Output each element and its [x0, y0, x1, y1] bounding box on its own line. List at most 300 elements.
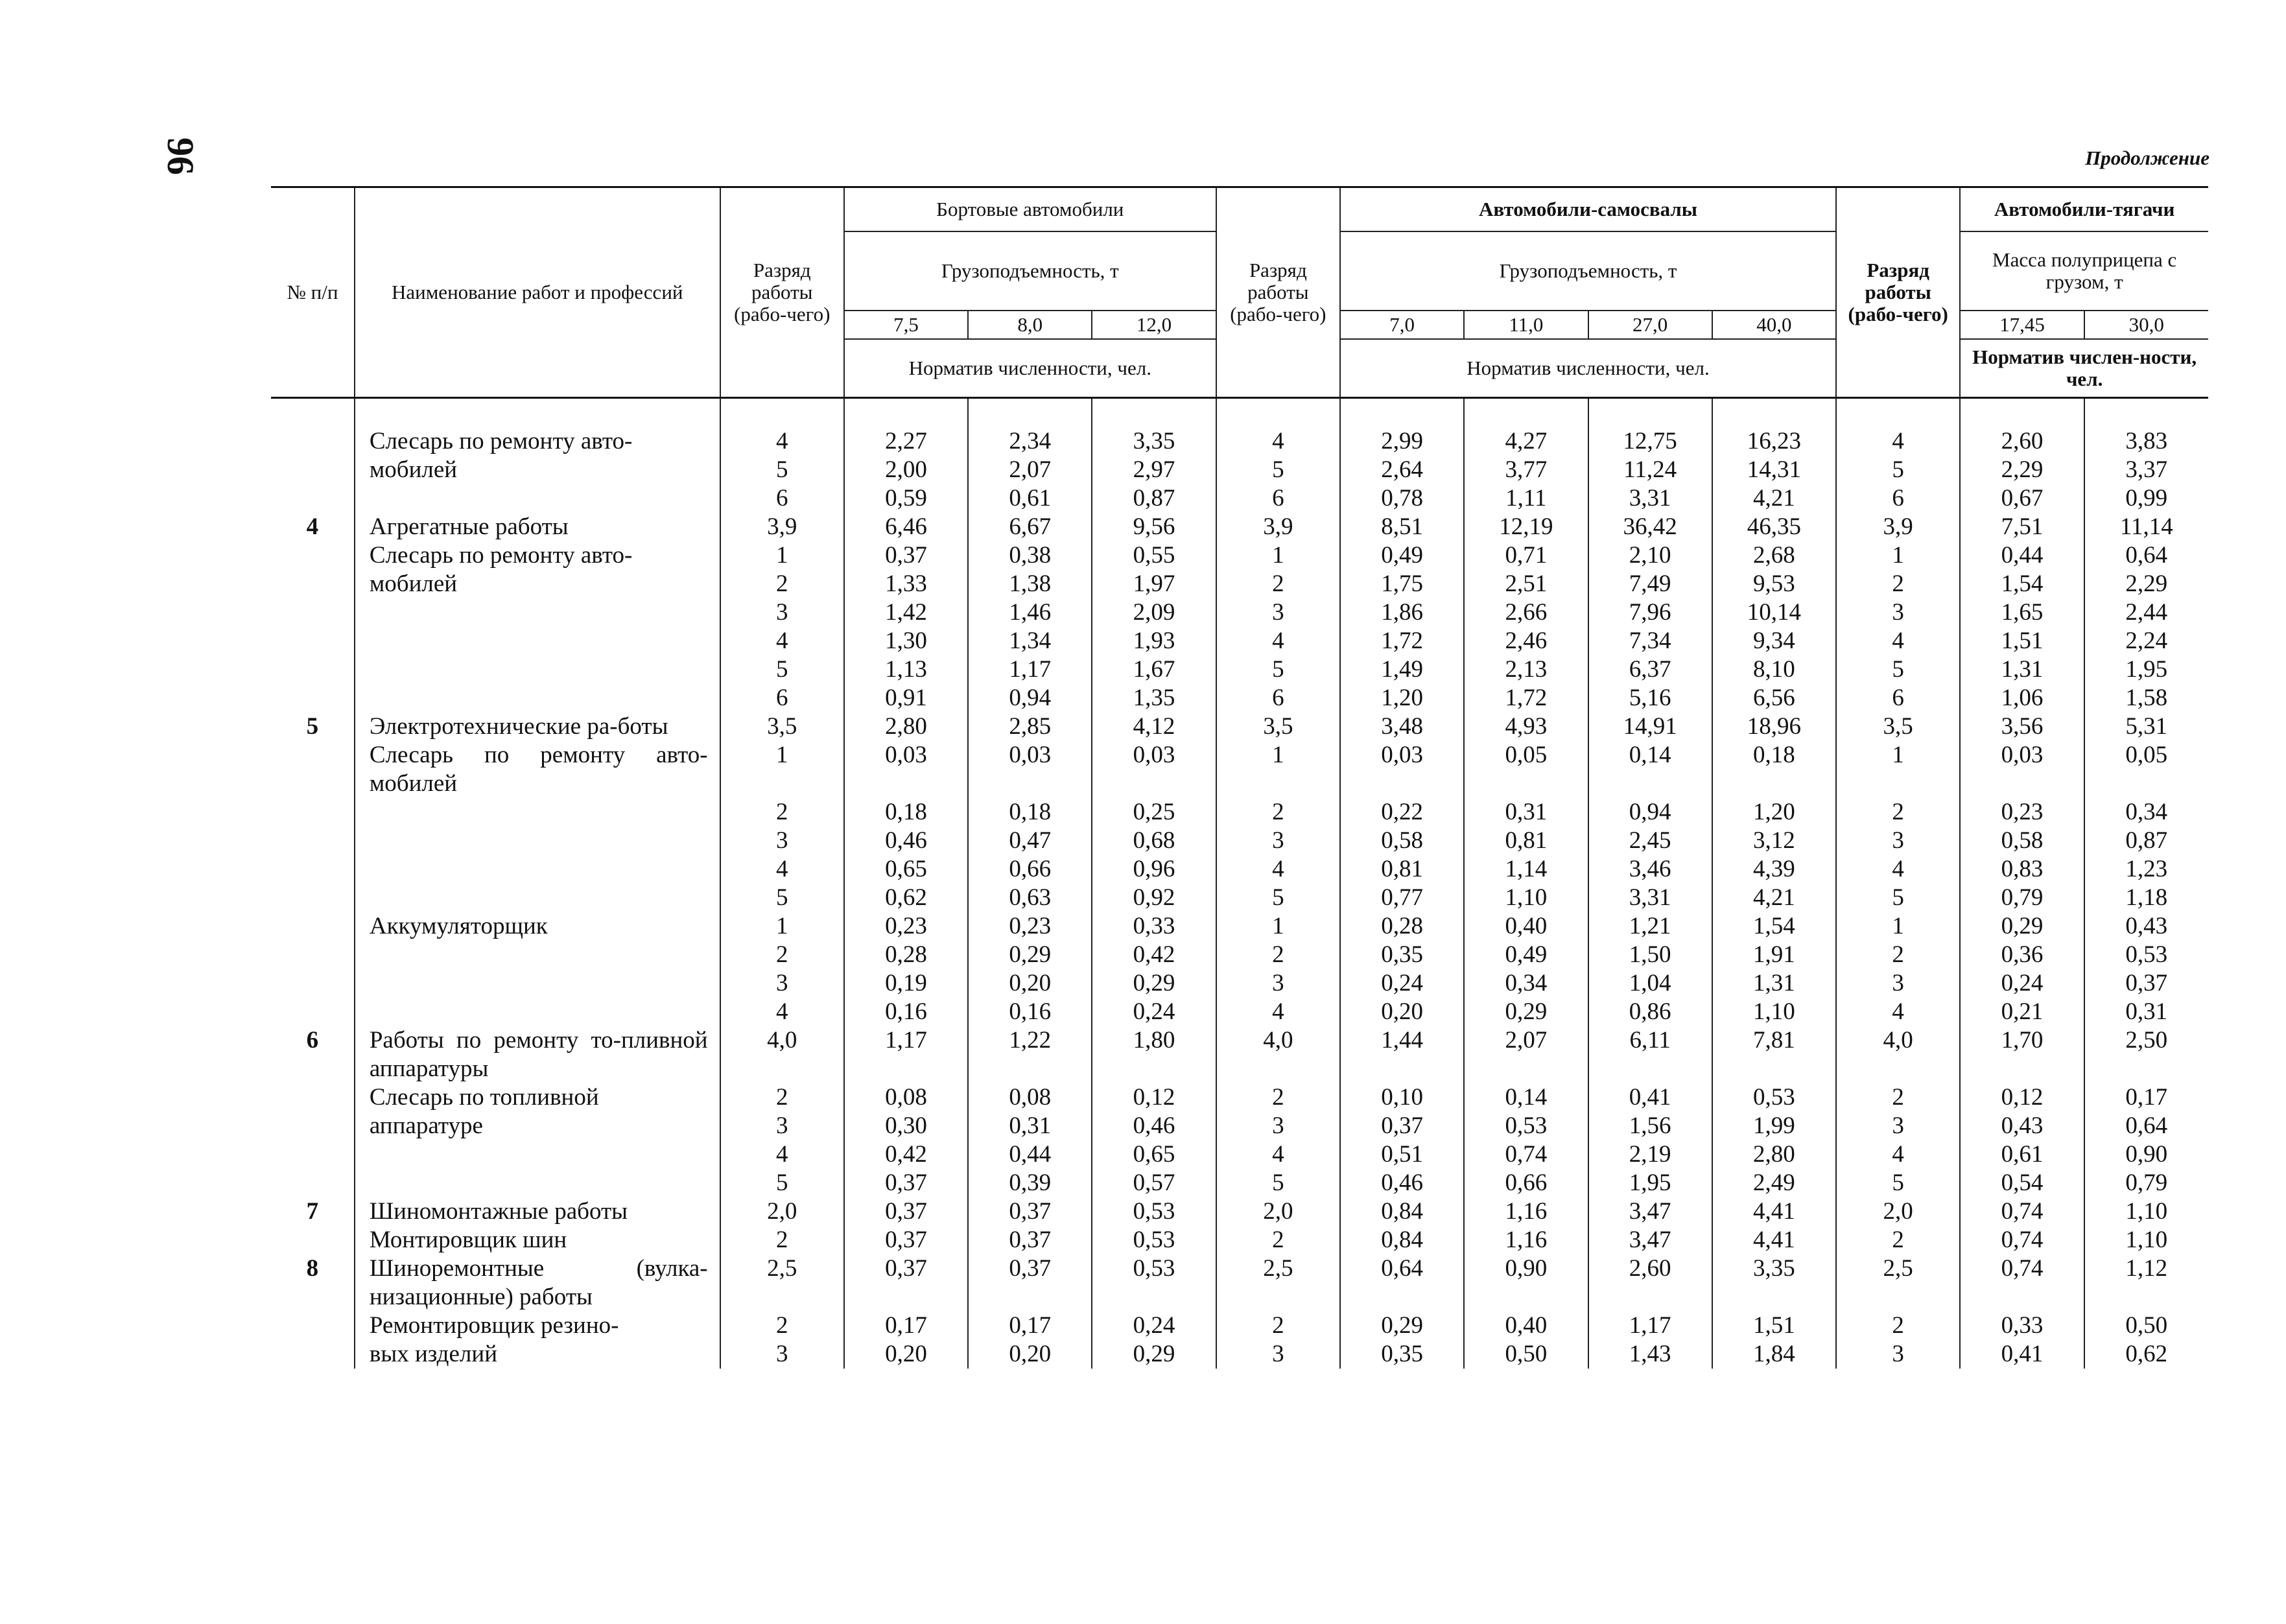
row-number — [271, 655, 355, 684]
row-grade: 4 — [720, 398, 844, 456]
row-value: 14,91 — [1588, 712, 1712, 741]
row-grade: 4 — [720, 855, 844, 884]
row-value: 0,41 — [1960, 1340, 2084, 1369]
row-value: 0,12 — [1092, 1083, 1216, 1112]
row-grade: 4 — [1216, 855, 1340, 884]
row-value: 0,84 — [1340, 1226, 1464, 1254]
row-value: 0,22 — [1340, 798, 1464, 827]
table-row — [271, 741, 2208, 798]
row-name: мобилей — [355, 570, 720, 598]
row-value: 2,51 — [1464, 570, 1588, 598]
table-row — [271, 798, 2208, 827]
row-value: 1,99 — [1712, 1112, 1836, 1140]
row-name: Электротехнические ра-боты — [355, 712, 720, 741]
row-value: 12,19 — [1464, 513, 1588, 541]
row-grade: 3,9 — [720, 513, 844, 541]
table-row — [271, 598, 2208, 627]
row-value: 1,10 — [2084, 1226, 2208, 1254]
row-value: 0,74 — [1960, 1197, 2084, 1226]
row-value: 0,24 — [1092, 998, 1216, 1026]
header-grade-3: Разряд работы (рабо-чего) — [1836, 187, 1960, 398]
row-value: 0,71 — [1464, 541, 1588, 570]
row-value: 2,27 — [844, 398, 968, 456]
row-value: 1,44 — [1340, 1026, 1464, 1083]
row-value: 0,23 — [1960, 798, 2084, 827]
row-value: 0,59 — [844, 484, 968, 513]
row-grade: 2 — [1836, 570, 1960, 598]
row-value: 0,81 — [1464, 827, 1588, 855]
row-grade: 3 — [720, 1340, 844, 1369]
table-row — [271, 484, 2208, 513]
row-value: 18,96 — [1712, 712, 1836, 741]
row-value: 0,78 — [1340, 484, 1464, 513]
row-value: 0,03 — [1340, 741, 1464, 798]
row-value: 0,53 — [1712, 1083, 1836, 1112]
row-value: 0,03 — [968, 741, 1092, 798]
row-value: 1,67 — [1092, 655, 1216, 684]
row-number — [271, 1112, 355, 1140]
row-value: 0,49 — [1464, 941, 1588, 969]
row-number — [271, 398, 355, 456]
header-group-dump: Автомобили-самосвалы — [1340, 187, 1836, 232]
continued-label: Продолжение — [2085, 147, 2209, 169]
row-value: 0,29 — [1092, 1340, 1216, 1369]
row-value: 2,29 — [2084, 570, 2208, 598]
row-value: 1,51 — [1960, 627, 2084, 655]
row-number: 8 — [271, 1254, 355, 1312]
header-value: 8,0 — [968, 311, 1092, 339]
row-value: 0,29 — [968, 941, 1092, 969]
row-grade: 2,0 — [720, 1197, 844, 1226]
row-value: 1,75 — [1340, 570, 1464, 598]
row-value: 0,91 — [844, 684, 968, 712]
row-value: 0,29 — [1340, 1312, 1464, 1340]
row-value: 0,29 — [1960, 912, 2084, 941]
row-value: 0,20 — [968, 1340, 1092, 1369]
row-value: 1,20 — [1340, 684, 1464, 712]
row-value: 0,37 — [844, 1254, 968, 1312]
row-value: 9,56 — [1092, 513, 1216, 541]
row-value: 2,29 — [1960, 456, 2084, 484]
row-value: 1,18 — [2084, 884, 2208, 912]
row-value: 0,03 — [1092, 741, 1216, 798]
row-value: 0,16 — [844, 998, 968, 1026]
row-value: 1,97 — [1092, 570, 1216, 598]
row-value: 1,21 — [1588, 912, 1712, 941]
row-value: 0,18 — [968, 798, 1092, 827]
table-row — [271, 1083, 2208, 1112]
row-grade: 3 — [1216, 1340, 1340, 1369]
row-value: 1,38 — [968, 570, 1092, 598]
row-value: 3,46 — [1588, 855, 1712, 884]
row-value: 0,58 — [1960, 827, 2084, 855]
row-number — [271, 598, 355, 627]
row-value: 1,49 — [1340, 655, 1464, 684]
row-value: 0,10 — [1340, 1083, 1464, 1112]
row-value: 0,17 — [968, 1312, 1092, 1340]
table-row — [271, 541, 2208, 570]
row-grade: 2 — [720, 941, 844, 969]
row-number — [271, 827, 355, 855]
row-value: 3,47 — [1588, 1197, 1712, 1226]
row-name — [355, 855, 720, 884]
row-name: вых изделий — [355, 1340, 720, 1369]
row-value: 1,86 — [1340, 598, 1464, 627]
row-value: 6,37 — [1588, 655, 1712, 684]
row-value: 0,31 — [2084, 998, 2208, 1026]
row-number: 4 — [271, 513, 355, 541]
row-grade: 3 — [1216, 598, 1340, 627]
table-row — [271, 1226, 2208, 1254]
row-grade: 2,5 — [720, 1254, 844, 1312]
table-row — [271, 398, 2208, 456]
row-grade: 1 — [1216, 741, 1340, 798]
row-value: 0,74 — [1464, 1140, 1588, 1169]
row-grade: 2 — [1836, 798, 1960, 827]
row-value: 0,64 — [1340, 1254, 1464, 1312]
row-value: 2,97 — [1092, 456, 1216, 484]
row-value: 2,46 — [1464, 627, 1588, 655]
row-value: 0,24 — [1340, 969, 1464, 998]
row-grade: 6 — [720, 684, 844, 712]
table-row — [271, 884, 2208, 912]
row-number: 6 — [271, 1026, 355, 1083]
row-value: 6,67 — [968, 513, 1092, 541]
row-value: 1,91 — [1712, 941, 1836, 969]
row-value: 1,33 — [844, 570, 968, 598]
row-value: 4,21 — [1712, 484, 1836, 513]
row-value: 11,14 — [2084, 513, 2208, 541]
row-value: 3,77 — [1464, 456, 1588, 484]
row-grade: 5 — [1836, 884, 1960, 912]
staffing-norms-table — [271, 186, 2208, 1369]
row-value: 0,20 — [968, 969, 1092, 998]
table-row — [271, 1254, 2208, 1312]
row-value: 0,37 — [968, 1254, 1092, 1312]
row-value: 2,80 — [1712, 1140, 1836, 1169]
row-value: 1,17 — [968, 655, 1092, 684]
header-norm-flatbed: Норматив численности, чел. — [844, 339, 1216, 398]
row-grade: 3 — [720, 827, 844, 855]
row-grade: 4 — [1836, 627, 1960, 655]
row-name — [355, 884, 720, 912]
row-value: 2,00 — [844, 456, 968, 484]
table-row — [271, 456, 2208, 484]
row-name — [355, 598, 720, 627]
row-value: 0,28 — [1340, 912, 1464, 941]
row-value: 1,23 — [2084, 855, 2208, 884]
row-grade: 2 — [720, 1226, 844, 1254]
row-value: 0,77 — [1340, 884, 1464, 912]
row-value: 0,92 — [1092, 884, 1216, 912]
row-value: 2,13 — [1464, 655, 1588, 684]
row-value: 0,37 — [844, 1169, 968, 1197]
row-grade: 4 — [1216, 998, 1340, 1026]
row-grade: 1 — [1836, 541, 1960, 570]
row-value: 1,31 — [1960, 655, 2084, 684]
row-value: 1,20 — [1712, 798, 1836, 827]
header-num: № п/п — [271, 187, 355, 398]
row-number — [271, 855, 355, 884]
row-value: 6,11 — [1588, 1026, 1712, 1083]
table-header — [271, 187, 2208, 398]
row-value: 0,61 — [968, 484, 1092, 513]
row-value: 2,07 — [968, 456, 1092, 484]
row-value: 0,63 — [968, 884, 1092, 912]
row-grade: 5 — [1836, 1169, 1960, 1197]
row-value: 0,23 — [968, 912, 1092, 941]
row-value: 0,53 — [1092, 1254, 1216, 1312]
row-value: 0,14 — [1588, 741, 1712, 798]
row-value: 46,35 — [1712, 513, 1836, 541]
row-grade: 4 — [1216, 627, 1340, 655]
row-value: 0,39 — [968, 1169, 1092, 1197]
row-value: 0,61 — [1960, 1140, 2084, 1169]
row-grade: 2 — [720, 1083, 844, 1112]
row-value: 0,05 — [1464, 741, 1588, 798]
header-norm-tractor: Норматив числен-ности, чел. — [1960, 339, 2208, 398]
row-grade: 4 — [720, 1140, 844, 1169]
row-value: 0,37 — [968, 1226, 1092, 1254]
row-name: аппаратуре — [355, 1112, 720, 1140]
row-name — [355, 684, 720, 712]
row-name: Монтировщик шин — [355, 1226, 720, 1254]
row-grade: 6 — [1836, 684, 1960, 712]
row-name: Агрегатные работы — [355, 513, 720, 541]
row-value: 1,50 — [1588, 941, 1712, 969]
row-value: 0,43 — [2084, 912, 2208, 941]
row-value: 1,31 — [1712, 969, 1836, 998]
row-grade: 3 — [720, 969, 844, 998]
table-row — [271, 827, 2208, 855]
row-number — [271, 1312, 355, 1340]
row-name: Ремонтировщик резино- — [355, 1312, 720, 1340]
row-grade: 4 — [720, 627, 844, 655]
row-grade: 3,5 — [1216, 712, 1340, 741]
row-value: 2,99 — [1340, 398, 1464, 456]
row-grade: 4 — [1216, 398, 1340, 456]
row-value: 0,90 — [1464, 1254, 1588, 1312]
row-value: 0,17 — [2084, 1083, 2208, 1112]
row-grade: 1 — [720, 541, 844, 570]
row-value: 0,29 — [1464, 998, 1588, 1026]
row-value: 1,11 — [1464, 484, 1588, 513]
row-grade: 6 — [720, 484, 844, 513]
row-value: 2,60 — [1588, 1254, 1712, 1312]
row-value: 1,34 — [968, 627, 1092, 655]
row-name — [355, 998, 720, 1026]
row-value: 0,79 — [2084, 1169, 2208, 1197]
row-value: 0,33 — [1960, 1312, 2084, 1340]
row-grade: 2 — [1216, 570, 1340, 598]
row-value: 0,46 — [1092, 1112, 1216, 1140]
row-value: 0,66 — [1464, 1169, 1588, 1197]
row-value: 3,35 — [1092, 398, 1216, 456]
row-grade: 1 — [1216, 541, 1340, 570]
row-grade: 2 — [1216, 1083, 1340, 1112]
row-value: 1,30 — [844, 627, 968, 655]
row-value: 0,87 — [2084, 827, 2208, 855]
row-value: 0,62 — [2084, 1340, 2208, 1369]
row-value: 1,42 — [844, 598, 968, 627]
row-value: 3,37 — [2084, 456, 2208, 484]
row-value: 0,08 — [968, 1083, 1092, 1112]
row-value: 0,53 — [1464, 1112, 1588, 1140]
row-value: 2,85 — [968, 712, 1092, 741]
row-value: 1,10 — [2084, 1197, 2208, 1226]
row-value: 0,31 — [968, 1112, 1092, 1140]
row-value: 0,35 — [1340, 1340, 1464, 1369]
row-grade: 3 — [720, 1112, 844, 1140]
row-value: 1,95 — [1588, 1169, 1712, 1197]
header-value: 12,0 — [1092, 311, 1216, 339]
row-value: 3,35 — [1712, 1254, 1836, 1312]
row-grade: 2 — [1216, 1226, 1340, 1254]
row-value: 1,54 — [1712, 912, 1836, 941]
row-value: 8,10 — [1712, 655, 1836, 684]
row-grade: 2 — [1836, 1226, 1960, 1254]
row-name: Работы по ремонту то-пливной аппаратуры — [355, 1026, 720, 1083]
row-grade: 1 — [1836, 912, 1960, 941]
row-value: 2,80 — [844, 712, 968, 741]
row-grade: 2 — [1836, 941, 1960, 969]
row-grade: 4,0 — [1836, 1026, 1960, 1083]
row-value: 2,68 — [1712, 541, 1836, 570]
row-number — [271, 1083, 355, 1112]
row-value: 0,96 — [1092, 855, 1216, 884]
row-number — [271, 969, 355, 998]
row-number — [271, 1169, 355, 1197]
row-value: 2,66 — [1464, 598, 1588, 627]
row-value: 0,50 — [2084, 1312, 2208, 1340]
row-value: 1,56 — [1588, 1112, 1712, 1140]
row-value: 0,79 — [1960, 884, 2084, 912]
table-row — [271, 998, 2208, 1026]
row-value: 1,12 — [2084, 1254, 2208, 1312]
table-row — [271, 969, 2208, 998]
table-row — [271, 1169, 2208, 1197]
row-value: 1,17 — [844, 1026, 968, 1083]
row-name: Шиноремонтные (вулка-низационные) работы — [355, 1254, 720, 1312]
row-value: 1,95 — [2084, 655, 2208, 684]
row-value: 11,24 — [1588, 456, 1712, 484]
row-value: 0,20 — [844, 1340, 968, 1369]
row-value: 7,49 — [1588, 570, 1712, 598]
row-grade: 5 — [1836, 456, 1960, 484]
row-value: 1,54 — [1960, 570, 2084, 598]
row-value: 1,16 — [1464, 1226, 1588, 1254]
row-value: 2,07 — [1464, 1026, 1588, 1083]
row-value: 14,31 — [1712, 456, 1836, 484]
row-value: 1,72 — [1340, 627, 1464, 655]
row-grade: 4 — [1836, 855, 1960, 884]
row-value: 0,41 — [1588, 1083, 1712, 1112]
table-row — [271, 655, 2208, 684]
row-value: 0,20 — [1340, 998, 1464, 1026]
row-value: 0,08 — [844, 1083, 968, 1112]
row-name — [355, 827, 720, 855]
row-value: 0,65 — [844, 855, 968, 884]
row-grade: 4,0 — [1216, 1026, 1340, 1083]
table-row — [271, 1340, 2208, 1369]
row-value: 0,55 — [1092, 541, 1216, 570]
row-value: 0,28 — [844, 941, 968, 969]
row-value: 7,34 — [1588, 627, 1712, 655]
row-grade: 3 — [1216, 827, 1340, 855]
row-grade: 3 — [1836, 598, 1960, 627]
row-value: 3,48 — [1340, 712, 1464, 741]
row-value: 0,37 — [968, 1197, 1092, 1226]
row-name: Слесарь по ремонту авто- — [355, 398, 720, 456]
row-value: 0,36 — [1960, 941, 2084, 969]
row-value: 3,47 — [1588, 1226, 1712, 1254]
row-value: 9,34 — [1712, 627, 1836, 655]
row-grade: 5 — [720, 1169, 844, 1197]
row-grade: 3 — [1216, 1112, 1340, 1140]
row-grade: 4 — [1836, 1140, 1960, 1169]
row-value: 0,99 — [2084, 484, 2208, 513]
row-value: 3,31 — [1588, 484, 1712, 513]
row-value: 4,12 — [1092, 712, 1216, 741]
row-value: 0,30 — [844, 1112, 968, 1140]
row-value: 1,84 — [1712, 1340, 1836, 1369]
row-number — [271, 1340, 355, 1369]
row-number: 7 — [271, 1197, 355, 1226]
row-grade: 4 — [1836, 998, 1960, 1026]
row-value: 0,62 — [844, 884, 968, 912]
row-number — [271, 1226, 355, 1254]
row-value: 0,51 — [1340, 1140, 1464, 1169]
row-value: 0,65 — [1092, 1140, 1216, 1169]
row-grade: 2 — [1836, 1083, 1960, 1112]
row-value: 0,64 — [2084, 1112, 2208, 1140]
row-value: 0,16 — [968, 998, 1092, 1026]
row-grade: 5 — [720, 884, 844, 912]
row-grade: 1 — [1836, 741, 1960, 798]
row-value: 3,12 — [1712, 827, 1836, 855]
row-value: 0,53 — [2084, 941, 2208, 969]
row-value: 0,81 — [1340, 855, 1464, 884]
table-row — [271, 627, 2208, 655]
row-number: 5 — [271, 712, 355, 741]
row-value: 0,34 — [2084, 798, 2208, 827]
row-grade: 5 — [720, 655, 844, 684]
row-value: 1,13 — [844, 655, 968, 684]
header-grade-1: Разряд работы (рабо-чего) — [720, 187, 844, 398]
row-grade: 6 — [1216, 684, 1340, 712]
row-value: 0,86 — [1588, 998, 1712, 1026]
row-value: 0,57 — [1092, 1169, 1216, 1197]
header-group-flatbed: Бортовые автомобили — [844, 187, 1216, 232]
row-value: 0,37 — [2084, 969, 2208, 998]
row-grade: 2 — [720, 570, 844, 598]
row-value: 4,27 — [1464, 398, 1588, 456]
row-value: 12,75 — [1588, 398, 1712, 456]
row-name — [355, 484, 720, 513]
row-value: 6,56 — [1712, 684, 1836, 712]
row-value: 0,94 — [968, 684, 1092, 712]
row-value: 36,42 — [1588, 513, 1712, 541]
row-value: 0,18 — [844, 798, 968, 827]
row-value: 1,46 — [968, 598, 1092, 627]
row-grade: 3,5 — [1836, 712, 1960, 741]
row-value: 0,46 — [844, 827, 968, 855]
row-value: 0,83 — [1960, 855, 2084, 884]
table-row — [271, 1312, 2208, 1340]
table-row — [271, 712, 2208, 741]
row-value: 16,23 — [1712, 398, 1836, 456]
row-grade: 5 — [1216, 1169, 1340, 1197]
